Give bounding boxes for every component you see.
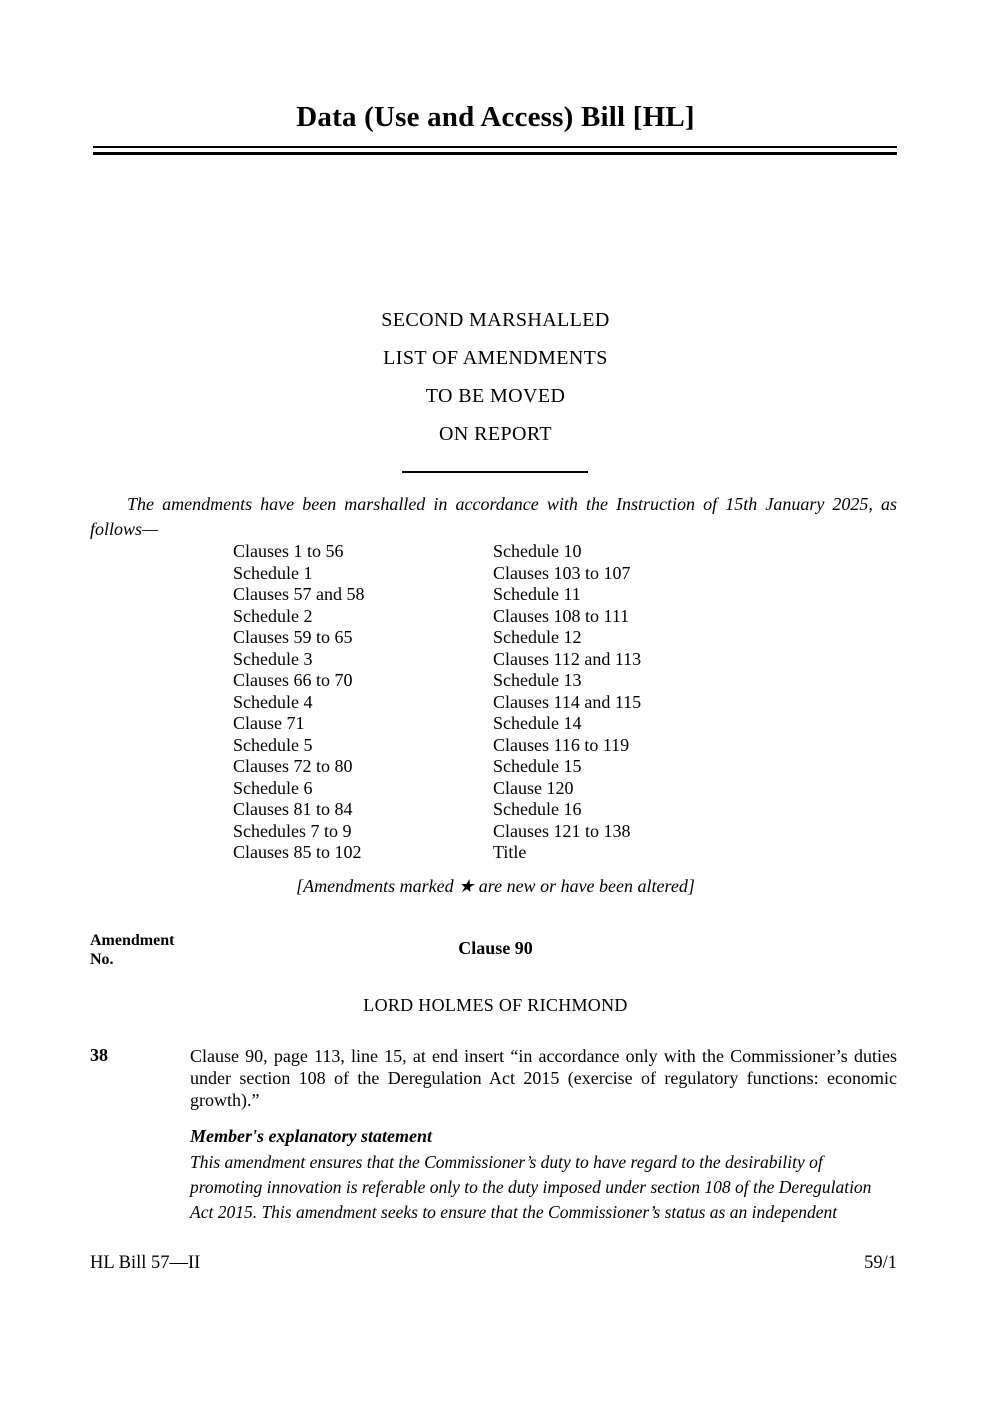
marshalling-item: Clauses 116 to 119 — [493, 734, 630, 755]
marshalling-item: Clauses 112 and 113 — [493, 648, 642, 669]
marshalling-item: Schedule 5 — [233, 734, 313, 755]
explanatory-text: This amendment ensures that the Commissioner’s duty to have regard to the desirability of promoting innovation is referable only to the duty imposed under section 108 of the Deregulation Act 2015. This amendment seeks to ensure that the Commissioner’s status as an independent — [190, 1152, 872, 1222]
title-rule — [93, 146, 897, 155]
marshalling-column-left — [233, 541, 364, 864]
amendment-text: Clause 90, page 113, line 15, at end insert “in accordance only with the Commissioner’s duties under section 108 of the Deregulation Act 2015 (exercise of regulatory functions: economic growth).” — [190, 1046, 897, 1110]
marshalling-item: Schedules 7 to 9 — [233, 820, 352, 841]
sponsor-name: LORD HOLMES OF RICHMOND — [363, 995, 628, 1015]
marshalling-item: Schedule 6 — [233, 777, 313, 798]
subtitle-line: SECOND MARSHALLED — [381, 309, 610, 331]
footer-bill-number: HL Bill 57—II — [90, 1253, 201, 1273]
subtitle-line: TO BE MOVED — [425, 385, 566, 407]
marshalling-item: Clauses 72 to 80 — [233, 756, 353, 776]
marshalling-item: Schedule 12 — [493, 627, 582, 647]
clause-heading: Clause 90 — [458, 938, 533, 958]
marshalling-column-right — [493, 541, 641, 864]
marshalling-item: Schedule 16 — [493, 799, 582, 819]
marshalling-item: Clause 71 — [233, 713, 305, 733]
marshalling-item: Schedule 1 — [233, 562, 313, 583]
marshalling-note: The amendments have been marshalled in accordance with the Instruction of 15th January 2025, as follows— — [90, 494, 897, 539]
subtitle-line: LIST OF AMENDMENTS — [383, 347, 608, 369]
star-note: [Amendments marked ★ are new or have been altered] — [296, 876, 695, 896]
marshalling-item: Title — [493, 842, 527, 862]
marshalling-item: Clauses 85 to 102 — [233, 842, 362, 862]
subtitle-line: ON REPORT — [439, 423, 552, 445]
separator-rule — [402, 471, 588, 473]
amendment-number: 38 — [90, 1045, 108, 1065]
marshalling-item: Clauses 66 to 70 — [233, 670, 353, 690]
marshalling-item: Schedule 3 — [233, 648, 313, 669]
marshalling-item: Clauses 81 to 84 — [233, 799, 353, 819]
page-title: Data (Use and Access) Bill [HL] — [296, 101, 695, 133]
marshalling-item: Schedule 4 — [233, 691, 313, 712]
explanatory-heading: Member's explanatory statement — [190, 1126, 432, 1146]
page-footer — [90, 1253, 897, 1274]
marshalling-item: Schedule 15 — [493, 756, 582, 776]
marshalling-item: Clauses 1 to 56 — [233, 541, 344, 561]
marshalling-item: Clauses 103 to 107 — [493, 562, 631, 583]
marshalling-item: Schedule 13 — [493, 670, 582, 690]
marshalling-item: Clauses 57 and 58 — [233, 584, 365, 604]
document-subtitle — [0, 301, 991, 453]
marshalling-item: Clauses 108 to 111 — [493, 605, 630, 626]
marshalling-item: Schedule 10 — [493, 541, 582, 561]
marshalling-item: Schedule 14 — [493, 713, 582, 733]
marshalling-item: Clause 120 — [493, 777, 574, 798]
marshalling-item: Schedule 11 — [493, 584, 581, 604]
marshalling-item: Clauses 121 to 138 — [493, 820, 631, 841]
marshalling-item: Schedule 2 — [233, 605, 313, 626]
amendment-no-label-line: No. — [90, 951, 114, 968]
amendment-no-label-line: Amendment — [90, 932, 175, 949]
marshalling-item: Clauses 114 and 115 — [493, 691, 642, 712]
marshalling-item: Clauses 59 to 65 — [233, 627, 353, 647]
footer-page-ref: 59/1 — [864, 1253, 897, 1273]
